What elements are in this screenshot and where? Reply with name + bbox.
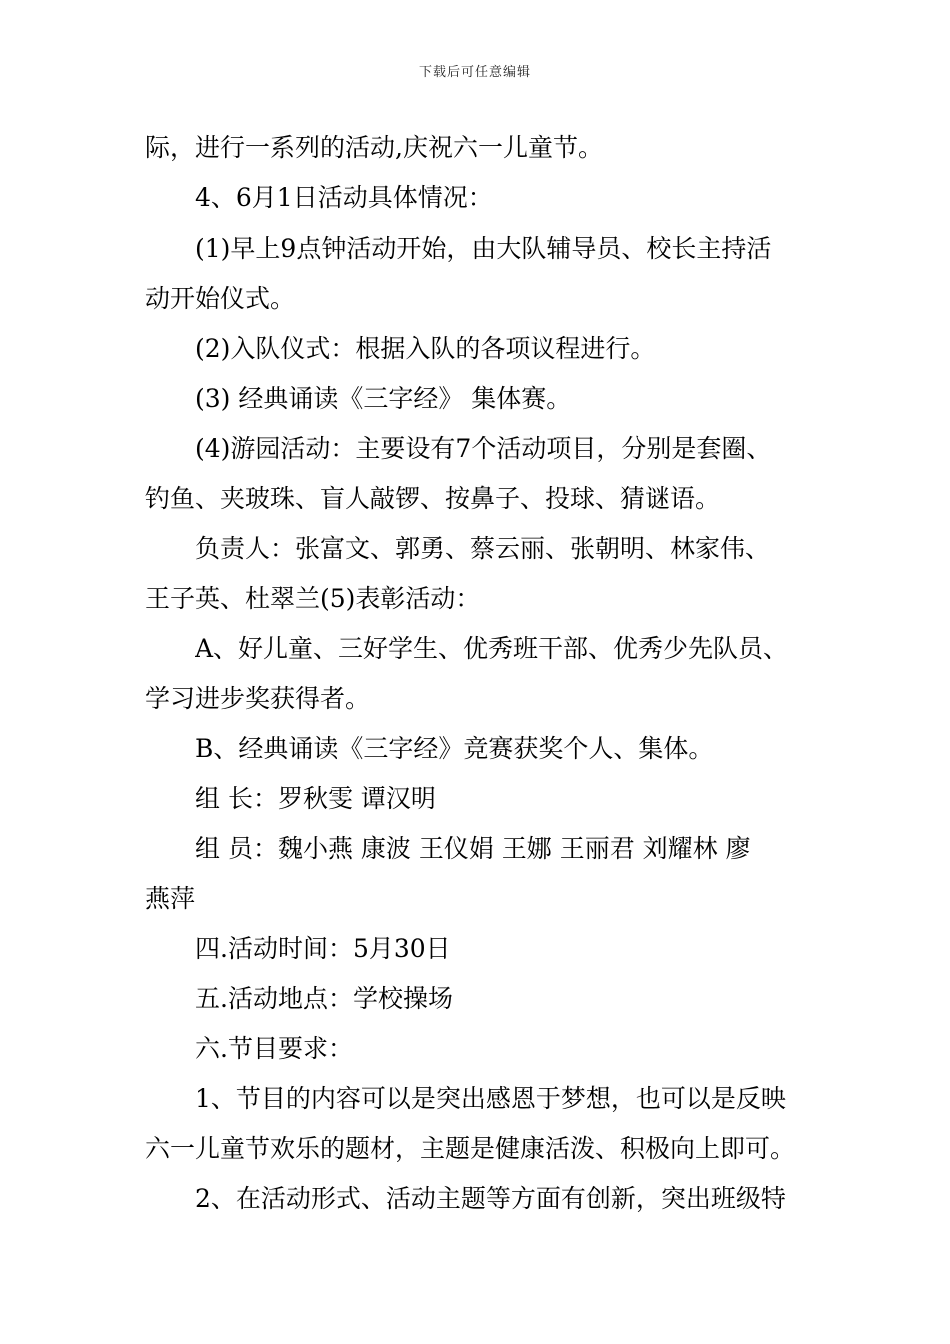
paragraph-line: 动开始仪式。 — [145, 284, 296, 313]
paragraph-line: 钓鱼、夹玻珠、盲人敲锣、按鼻子、投球、猜谜语。 — [145, 484, 721, 513]
paragraph-line: 学习进步奖获得者。 — [145, 684, 371, 713]
paragraph-line: (2)入队仪式：根据入队的各项议程进行。 — [195, 334, 656, 363]
paragraph-line: 1、节目的内容可以是突出感恩于梦想，也可以是反映 — [195, 1084, 786, 1113]
paragraph-line: (1)早上9点钟活动开始，由大队辅导员、校长主持活 — [195, 234, 772, 263]
paragraph-line: (4)游园活动：主要设有7个活动项目，分别是套圈、 — [195, 434, 772, 463]
paragraph-line: 2、在活动形式、活动主题等方面有创新，突出班级特 — [195, 1184, 786, 1213]
paragraph-line: 燕萍 — [145, 884, 196, 913]
paragraph-line: 组 员：魏小燕 康波 王仪娟 王娜 王丽君 刘耀林 廖 — [195, 834, 751, 863]
paragraph-line: 4、6月1日活动具体情况： — [195, 183, 493, 212]
page-header: 下载后可任意编辑 — [418, 65, 531, 80]
paragraph-line: 际，进行一系列的活动,庆祝六一儿童节。 — [145, 133, 603, 162]
paragraph-line: 五.活动地点：学校操场 — [195, 984, 453, 1013]
paragraph-line: B、经典诵读《三字经》竞赛获奖个人、集体。 — [195, 734, 714, 763]
paragraph-line: 负责人：张富文、郭勇、蔡云丽、张朝明、林家伟、 — [195, 534, 771, 563]
paragraph-line: A、好儿童、三好学生、优秀班干部、优秀少先队员、 — [195, 634, 789, 663]
paragraph-line: 组 长：罗秋雯 谭汉明 — [195, 784, 436, 813]
paragraph-line: (3) 经典诵读《三字经》 集体赛。 — [195, 384, 572, 413]
paragraph-line: 四.活动时间：5月30日 — [195, 934, 451, 963]
paragraph-line: 六.节目要求： — [195, 1034, 353, 1063]
paragraph-line: 六一儿童节欢乐的题材，主题是健康活泼、积极向上即可。 — [145, 1134, 796, 1163]
paragraph-line: 王子英、杜翠兰(5)表彰活动： — [145, 584, 481, 613]
